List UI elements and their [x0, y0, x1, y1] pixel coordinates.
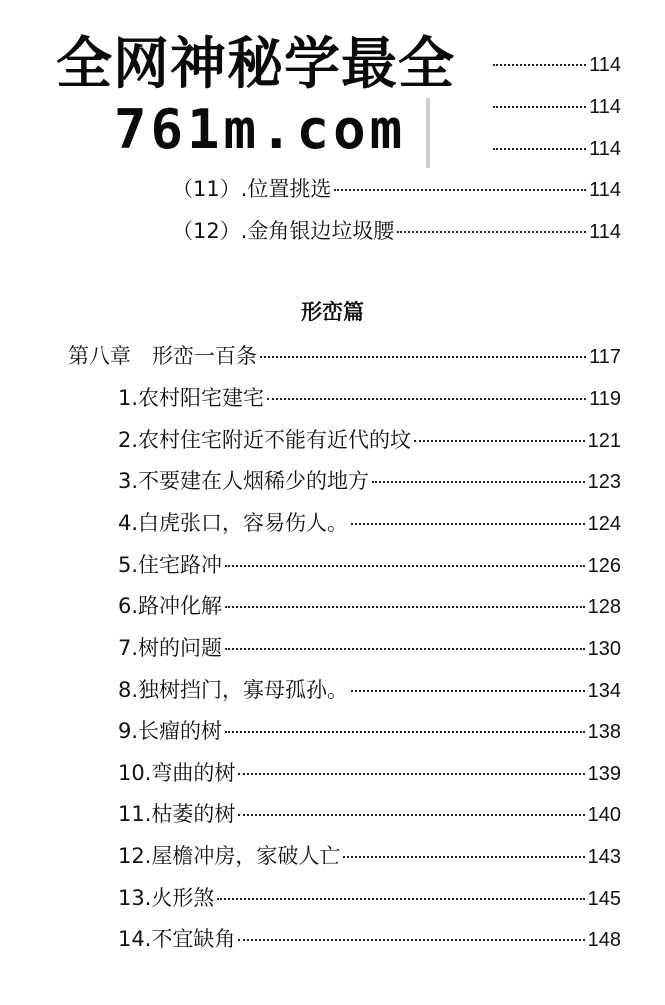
toc-entry-page: 121 — [587, 430, 621, 452]
toc-entry-page: 117 — [589, 346, 621, 368]
toc-entry[interactable] — [118, 924, 621, 954]
toc-entry-page: 139 — [587, 763, 621, 785]
toc-entry-title: 14.不宜缺角 — [118, 927, 236, 951]
toc-entry[interactable] — [68, 341, 621, 371]
toc-entry[interactable] — [172, 174, 621, 204]
toc-entry[interactable] — [490, 92, 621, 122]
toc-entry-title: 11.枯萎的树 — [118, 802, 236, 826]
toc-entry-page: 119 — [589, 388, 621, 410]
toc-entry[interactable] — [118, 550, 621, 580]
toc-entry[interactable] — [118, 799, 621, 829]
toc-entry-title: 9.长瘤的树 — [118, 719, 223, 743]
toc-entry-page: 145 — [587, 888, 621, 910]
dot-leader — [493, 148, 586, 150]
watermark-url: 761m.com — [114, 98, 407, 161]
dot-leader — [238, 814, 584, 816]
toc-entry[interactable] — [490, 134, 621, 164]
toc-entry[interactable] — [118, 633, 621, 663]
toc-entry-title: 2.农村住宅附近不能有近代的坟 — [118, 428, 412, 452]
toc-entry-page: 134 — [587, 680, 621, 702]
dot-leader — [372, 481, 585, 483]
dot-leader — [238, 773, 584, 775]
toc-entry-title: 13.火形煞 — [118, 886, 215, 910]
toc-entry[interactable] — [118, 425, 621, 455]
watermark-title: 全网神秘学最全 — [56, 32, 455, 97]
toc-entry-title: 12.屋檐冲房，家破人亡 — [118, 844, 341, 868]
toc-entry-page: 114 — [589, 54, 621, 76]
toc-entry-page: 138 — [587, 721, 621, 743]
toc-entry-page: 126 — [587, 555, 621, 577]
toc-entry[interactable] — [118, 383, 621, 413]
toc-entry-page: 114 — [589, 221, 621, 243]
dot-leader — [217, 898, 584, 900]
toc-entry-title: 3.不要建在人烟稀少的地方 — [118, 469, 370, 493]
toc-entry-page: 128 — [587, 596, 621, 618]
dot-leader — [238, 939, 584, 941]
toc-entry[interactable] — [490, 50, 621, 80]
dot-leader — [397, 231, 586, 233]
toc-entry-page: 124 — [587, 513, 621, 535]
toc-entry-page: 114 — [589, 179, 621, 201]
toc-entry[interactable] — [118, 716, 621, 746]
toc-entry-title: 8.独树挡门，寡母孤孙。 — [118, 678, 349, 702]
toc-entry-title: 10.弯曲的树 — [118, 761, 236, 785]
toc-entry-page: 114 — [589, 138, 621, 160]
dot-leader — [225, 731, 585, 733]
toc-entry[interactable] — [118, 466, 621, 496]
dot-leader — [260, 356, 586, 358]
toc-entry[interactable] — [118, 841, 621, 871]
toc-entry[interactable] — [118, 883, 621, 913]
dot-leader — [493, 106, 586, 108]
toc-entry[interactable] — [118, 758, 621, 788]
toc-entry-title: 4.白虎张口，容易伤人。 — [118, 511, 349, 535]
toc-entry-page: 140 — [587, 804, 621, 826]
watermark-divider — [426, 98, 430, 168]
dot-leader — [351, 523, 585, 525]
dot-leader — [225, 648, 585, 650]
toc-entry[interactable] — [118, 675, 621, 705]
dot-leader — [351, 690, 585, 692]
section-title: 形峦篇 — [301, 299, 364, 324]
toc-entry-page: 130 — [587, 638, 621, 660]
toc-entry[interactable] — [118, 508, 621, 538]
toc-entry-page: 123 — [587, 471, 621, 493]
toc-entry-title: （12）.金角银边垃圾腰 — [172, 219, 395, 243]
toc-entry-page: 114 — [589, 96, 621, 118]
dot-leader — [414, 440, 585, 442]
toc-entry-title: 第八章 形峦一百条 — [68, 344, 257, 368]
toc-entry[interactable] — [172, 216, 621, 246]
dot-leader — [493, 64, 586, 66]
dot-leader — [343, 856, 584, 858]
toc-entry-title: 5.住宅路冲 — [118, 553, 223, 577]
toc-entry-title: 1.农村阳宅建宅 — [118, 386, 265, 410]
dot-leader — [225, 606, 585, 608]
dot-leader — [225, 565, 585, 567]
toc-entry-page: 143 — [587, 846, 621, 868]
toc-entry-page: 148 — [587, 929, 621, 951]
toc-entry[interactable] — [118, 591, 621, 621]
dot-leader — [267, 398, 586, 400]
toc-entry-title: （11）.位置挑选 — [172, 177, 332, 201]
watermark — [40, 14, 490, 164]
dot-leader — [334, 189, 586, 191]
toc-entry-title: 6.路冲化解 — [118, 594, 223, 618]
toc-entry-title: 7.树的问题 — [118, 636, 223, 660]
